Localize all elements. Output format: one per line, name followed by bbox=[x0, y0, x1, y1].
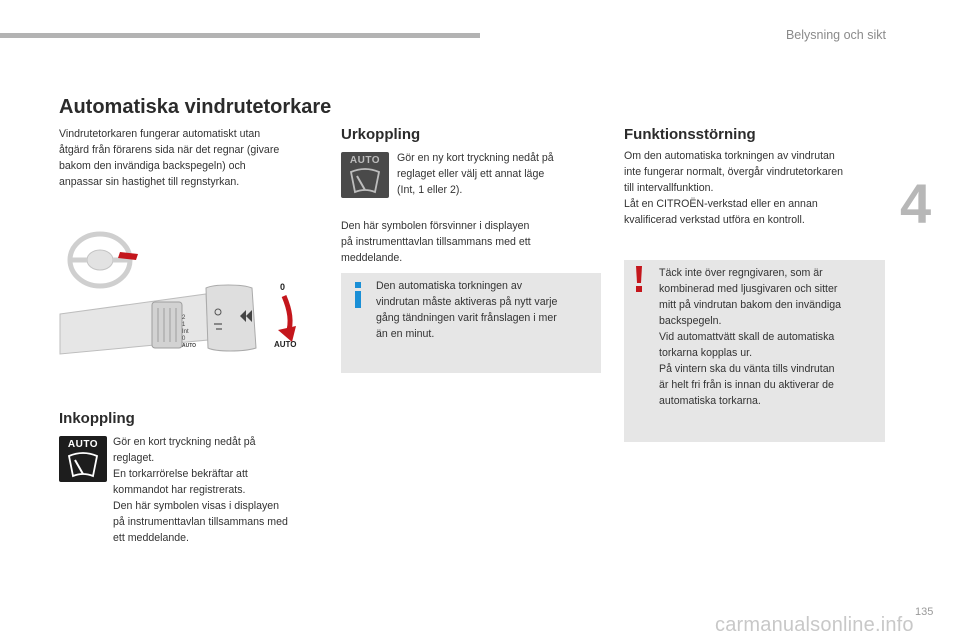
auto-icon-off-label: AUTO bbox=[349, 155, 381, 166]
info-text: Den automatiska torkningen av vindrutan måste aktiveras på nytt varje gång tändningen varit frånslagen i mer än en minut. bbox=[376, 280, 558, 340]
footer-watermark: carmanualsonline.info bbox=[715, 614, 914, 636]
stalk-position-1: 1 bbox=[182, 322, 186, 328]
section-name: Belysning och sikt bbox=[785, 28, 886, 42]
page-title: Automatiska vindrutetorkare bbox=[59, 96, 332, 118]
page-number: 135 bbox=[915, 606, 934, 618]
funktionsstorning-heading: Funktionsstörning bbox=[624, 126, 756, 143]
urkoppling-text: Gör en ny kort tryckning nedåt på reglaget eller välj ett annat läge (Int, 1 eller 2). bbox=[397, 152, 554, 196]
arrow-start-label: 0 bbox=[280, 282, 286, 292]
arrow-end-label: AUTO bbox=[274, 340, 297, 349]
info-icon bbox=[351, 282, 365, 308]
windscreen-wiper-off-icon bbox=[349, 168, 381, 194]
windscreen-wiper-icon bbox=[67, 452, 99, 478]
auto-wiper-icon bbox=[59, 436, 107, 482]
warning-text: Täck inte över regngivaren, som är kombinerad med ljusgivaren och sitter mitt på vindrutan bakom den invändiga backspegeln. Vid automattvätt skall de automatiska torkarna kopplas ur. På vintern ska du vänta tills vindrutan är helt fri från is innan du aktiverar de automatiska torkarna. bbox=[659, 267, 841, 407]
auto-icon-label: AUTO bbox=[67, 439, 99, 450]
steering-wheel-icon bbox=[70, 234, 138, 286]
header-bar bbox=[0, 33, 480, 38]
stalk-position-auto: AUTO bbox=[182, 343, 197, 349]
inkoppling-heading: Inkoppling bbox=[59, 410, 135, 427]
urkoppling-text2: Den här symbolen försvinner i displayen på instrumenttavlan tillsammans med ett meddelande. bbox=[341, 220, 531, 264]
inkoppling-text: Gör en kort tryckning nedåt på reglaget. En torkarrörelse bekräftar att kommandot har registrerats. Den här symbolen visas i displayen på instrumenttavlan tillsammans med ett meddelande. bbox=[113, 436, 288, 544]
auto-wiper-off-icon bbox=[341, 152, 389, 198]
wiper-stalk-illustration bbox=[56, 230, 306, 380]
urkoppling-heading: Urkoppling bbox=[341, 126, 421, 143]
stalk-position-2: 2 bbox=[182, 315, 186, 321]
intro-text: Vindrutetorkaren fungerar automatiskt utan åtgärd från förarens sida när det regnar (givare bakom den invändiga backspegeln) och anpassar sin hastighet till regnstyrkan. bbox=[59, 128, 280, 188]
warning-icon bbox=[632, 266, 646, 292]
funktionsstorning-text: Om den automatiska torkningen av vindrutan inte fungerar normalt, övergår vindrutetorkaren till intervallfunktion. Låt en CITROËN-verkstad eller en annan kvalificerad verkstad utföra en kontroll. bbox=[624, 150, 844, 226]
stalk-position-int: Int bbox=[182, 329, 189, 335]
stalk-position-0: 0 bbox=[182, 336, 186, 342]
chapter-number: 4 bbox=[900, 172, 932, 235]
